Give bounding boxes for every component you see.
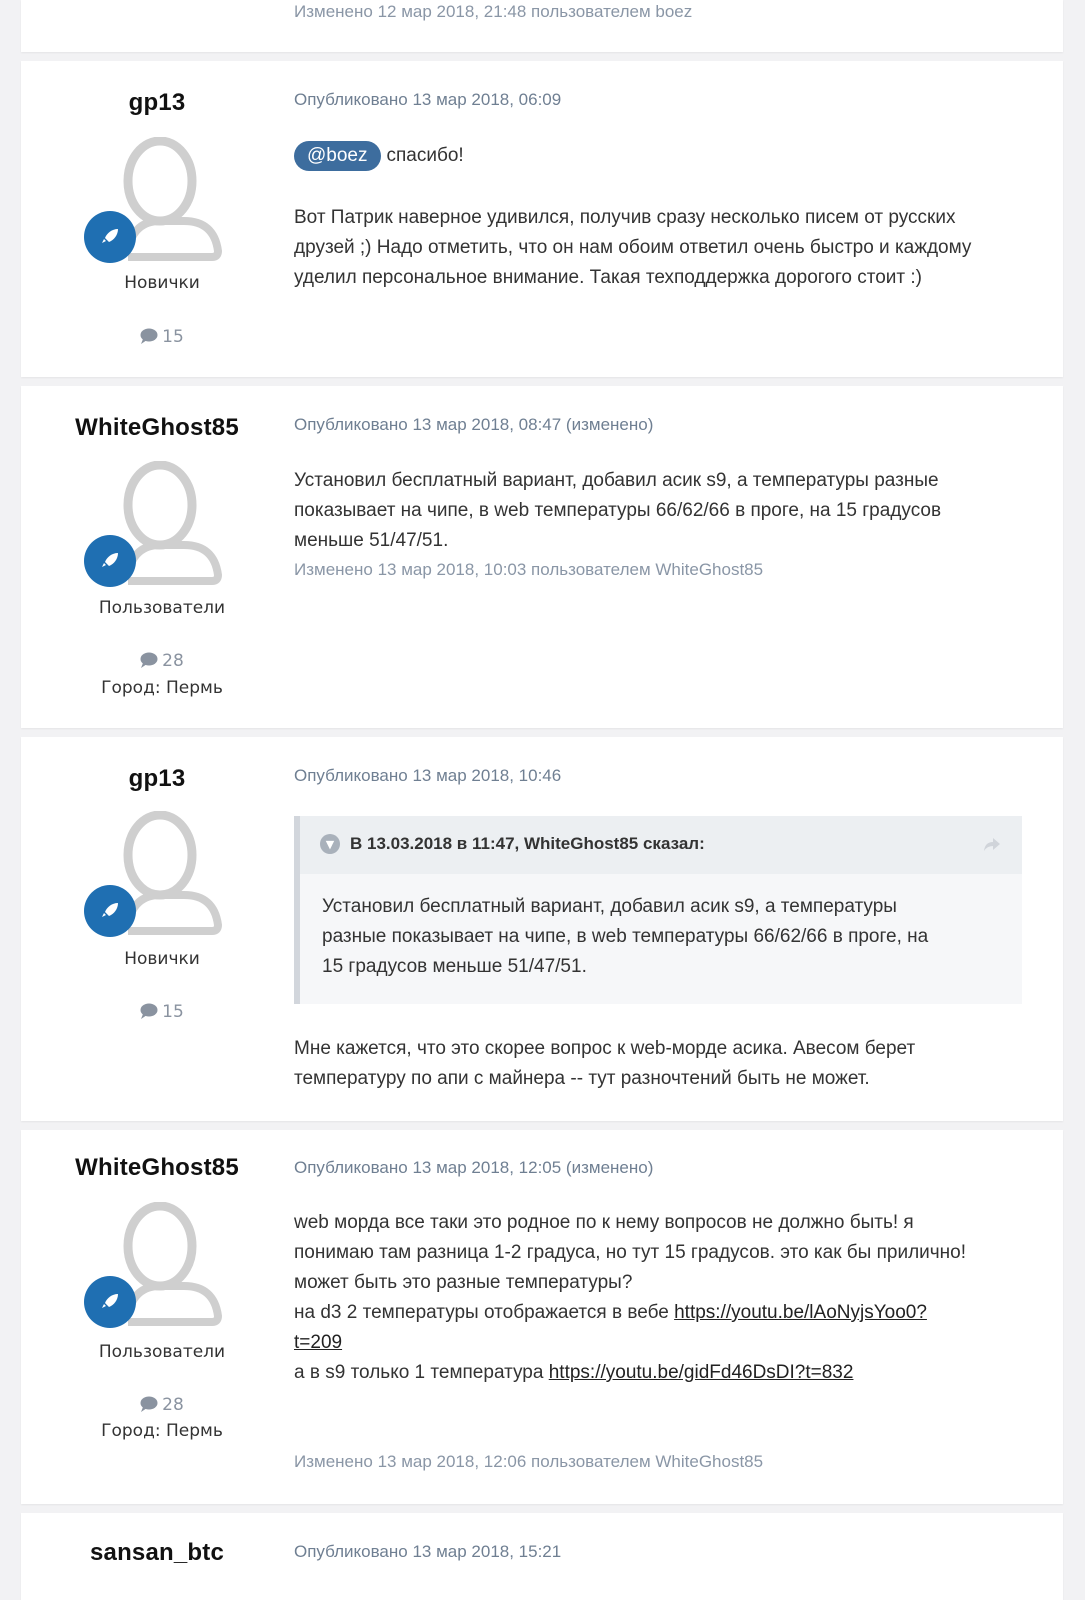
share-icon[interactable] [982,834,1002,854]
edited-note: Изменено 13 мар 2018, 12:06 пользователем WhiteGhost85 [294,1452,764,1471]
line-text: на d3 2 температуры отображается в вебе [294,1302,675,1323]
rocket-icon [84,885,136,937]
content-line: показывает на чипе, в web температуры 66/62/66 в проге, на 15 градусов [294,500,942,521]
content-line: Установил бесплатный вариант, добавил асик s9, а температуры разные [294,470,939,491]
quote-line: Установил бесплатный вариант, добавил асик s9, а температуры [322,896,897,917]
author-city: Город: Пермь [101,678,223,698]
avatar[interactable] [84,461,230,597]
post-count-value: 15 [162,1002,184,1022]
youtube-link-d3-cont[interactable]: t=209 [294,1332,343,1353]
rank-label: Пользователи [98,1342,226,1362]
rocket-icon [84,535,136,587]
comment-icon [140,1396,158,1412]
content-line [294,1328,1029,1358]
quote-title: В 13.03.2018 в 11:47, WhiteGhost85 сказал: [350,834,705,853]
comment-icon [140,652,158,668]
content-line: понимаю там разница 1-2 градуса, но тут 15 градусов. это как бы прилично! [294,1242,967,1263]
content-line [294,141,1029,171]
default-user-icon [122,461,222,585]
post-4 [21,1130,1063,1504]
content-line: Вот Патрик наверное удивился, получив сразу несколько писем от русских [294,207,956,228]
quote-line: 15 градусов меньше 51/47/51. [322,956,587,977]
post-date[interactable]: Опубликовано 13 мар 2018, 12:05 (изменено) [294,1158,654,1177]
mention-text: спасибо! [386,145,464,166]
content-line: web морда все таки это родное по к нему вопросов не должно быть! я [294,1212,914,1233]
post-date[interactable]: Опубликовано 13 мар 2018, 06:09 [294,90,562,109]
post-date[interactable]: Опубликовано 13 мар 2018, 08:47 (изменено) [294,415,654,434]
post-3 [21,737,1063,1121]
line-text: а в s9 только 1 температура [294,1362,549,1383]
default-user-icon [122,811,222,935]
post-count [21,1395,303,1415]
post-fragment-top [21,0,1063,52]
author-name[interactable]: gp13 [128,765,186,792]
rocket-icon [84,1276,136,1328]
post-count-value: 15 [162,327,184,347]
comment-icon [140,1003,158,1019]
avatar[interactable] [84,811,230,947]
quote-header [300,816,1022,874]
post-content [294,141,1029,293]
content-line: меньше 51/47/51. [294,530,449,551]
content-line [294,1358,1029,1388]
post-count-value: 28 [162,1395,184,1415]
content-line: уделил персональное внимание. Такая техподдержка дорогого стоит :) [294,267,923,288]
post-count-value: 28 [162,651,184,671]
youtube-link-s9[interactable]: https://youtu.be/gidFd46DsDI?t=832 [548,1362,854,1383]
author-name[interactable]: WhiteGhost85 [75,414,239,441]
content-line: температуру по апи с майнера -- тут разночтений быть не может. [294,1068,870,1089]
post-count [21,327,303,347]
chevron-down-icon[interactable]: ▼ [320,834,340,854]
content-line [294,1298,1029,1328]
comment-icon [140,328,158,344]
default-user-icon [122,137,222,261]
youtube-link-d3[interactable]: https://youtu.be/lAoNyjsYoo0? [674,1302,927,1323]
author-name[interactable]: sansan_btc [89,1539,225,1566]
avatar[interactable] [84,137,230,273]
post-2 [21,386,1063,728]
author-city: Город: Пермь [101,1421,223,1441]
post-content [294,1034,1029,1094]
post-content [294,466,1029,556]
edited-note: Изменено 12 мар 2018, 21:48 пользователем boez [294,2,693,21]
edited-note: Изменено 13 мар 2018, 10:03 пользователем WhiteGhost85 [294,560,764,579]
rank-label: Новички [124,949,200,969]
content-line: может быть это разные температуры? [294,1272,633,1293]
default-user-icon [122,1202,222,1326]
post-date[interactable]: Опубликовано 13 мар 2018, 10:46 [294,766,562,785]
content-line: Мне кажется, что это скорее вопрос к web-морде асика. Авесом берет [294,1038,916,1059]
quote-line: разные показывает на чипе, в web температуры 66/62/66 в проге, на [322,926,929,947]
author-name[interactable]: gp13 [128,89,186,116]
author-name[interactable]: WhiteGhost85 [75,1154,239,1181]
post-content [294,1208,1029,1388]
rocket-icon [84,211,136,263]
quote-block [294,816,1022,1004]
quote-body [322,892,1012,982]
post-count [21,1002,303,1022]
post-date[interactable]: Опубликовано 13 мар 2018, 15:21 [294,1542,562,1561]
mention-badge[interactable]: @boez [294,141,381,171]
content-line: друзей ;) Надо отметить, что он нам обоим ответил очень быстро и каждому [294,237,972,258]
avatar[interactable] [84,1202,230,1338]
rank-label: Пользователи [98,598,226,618]
post-count [21,651,303,671]
rank-label: Новички [124,273,200,293]
post-5 [21,1513,1063,1600]
post-1 [21,61,1063,377]
